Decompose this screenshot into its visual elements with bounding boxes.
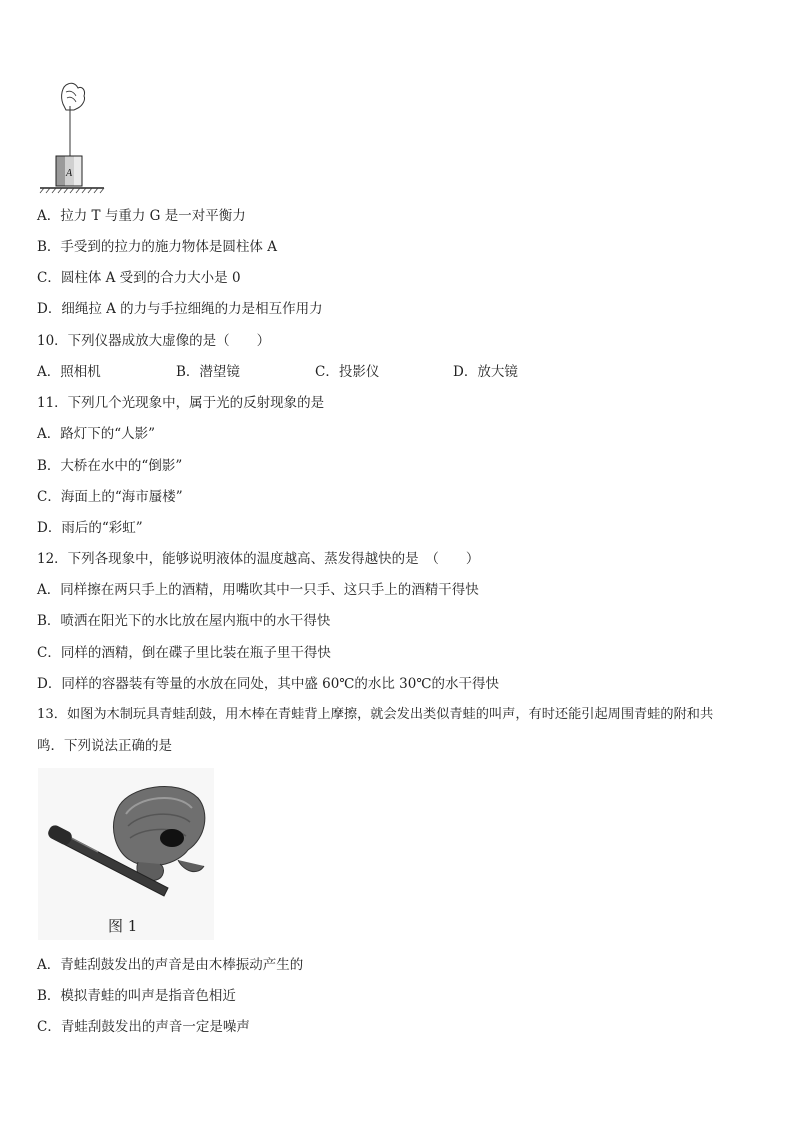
q12-stem: 12．下列各现象中，能够说明液体的温度越高、蒸发得越快的是 （ ）: [37, 551, 480, 567]
q12-option-c: C．同样的酒精，倒在碟子里比装在瓶子里干得快: [37, 645, 331, 661]
frog-guiro-figure: [38, 768, 214, 940]
q9-option-b: B．手受到的拉力的施力物体是圆柱体 A: [37, 239, 277, 255]
q13-stem-line1: 13．如图为木制玩具青蛙刮鼓，用木棒在青蛙背上摩擦，就会发出类似青蛙的叫声，有时还能引起周围青蛙的附和共: [37, 707, 714, 722]
q9-option-d: D．细绳拉 A 的力与手拉细绳的力是相互作用力: [37, 301, 323, 317]
q12-option-b: B．喷洒在阳光下的水比放在屋内瓶中的水干得快: [37, 613, 331, 629]
q11-option-a: A．路灯下的“人影”: [37, 426, 156, 442]
q11-option-c: C．海面上的“海市蜃楼”: [37, 489, 183, 505]
q13-stem-line2: 鸣．下列说法正确的是: [37, 738, 172, 754]
q10-option-b: B．潜望镜: [176, 364, 240, 380]
q12-option-d: D．同样的容器装有等量的水放在同处，其中盛 60℃的水比 30℃的水干得快: [37, 676, 499, 692]
q10-stem: 10．下列仪器成放大虚像的是（ ）: [37, 333, 271, 349]
cylinder-pull-figure: [36, 76, 108, 200]
q9-option-c: C．圆柱体 A 受到的合力大小是 0: [37, 270, 241, 286]
q11-option-b: B．大桥在水中的“倒影”: [37, 458, 183, 474]
q13-option-a: A．青蛙刮鼓发出的声音是由木棒振动产生的: [37, 957, 304, 973]
q10-option-d: D．放大镜: [453, 364, 518, 380]
cylinder-label: A: [66, 168, 73, 179]
q10-option-a: A．照相机: [37, 364, 101, 380]
q9-option-a: A．拉力 T 与重力 G 是一对平衡力: [37, 208, 246, 224]
q12-option-a: A．同样擦在两只手上的酒精，用嘴吹其中一只手、这只手上的酒精干得快: [37, 582, 479, 598]
q13-option-c: C．青蛙刮鼓发出的声音一定是噪声: [37, 1019, 250, 1035]
q11-stem: 11．下列几个光现象中，属于光的反射现象的是: [37, 395, 325, 411]
figure-caption: 图 1: [108, 917, 138, 935]
q13-option-b: B．模拟青蛙的叫声是指音色相近: [37, 988, 236, 1004]
q10-option-c: C．投影仪: [315, 364, 380, 380]
q11-option-d: D．雨后的“彩虹”: [37, 520, 143, 536]
